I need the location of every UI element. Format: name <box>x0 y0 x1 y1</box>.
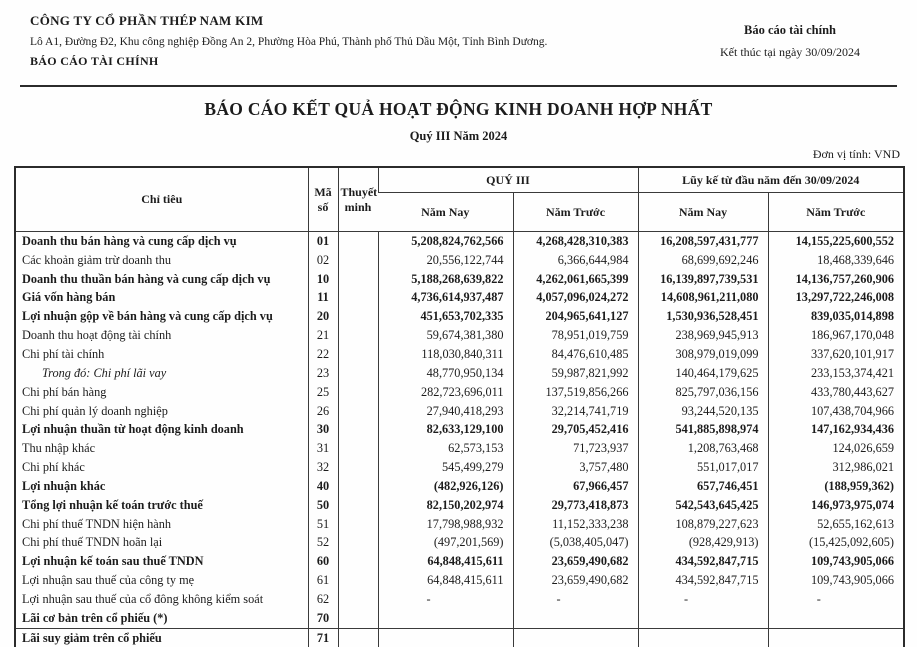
row-code: 61 <box>308 571 338 590</box>
value-ytd-current: 308,979,019,099 <box>638 345 768 364</box>
period-end-label: Kết thúc tại ngày 30/09/2024 <box>720 45 860 59</box>
value-ytd-current: 1,208,763,468 <box>638 439 768 458</box>
row-note <box>338 270 378 289</box>
value-ytd-prior: 109,743,905,066 <box>768 571 904 590</box>
table-row <box>15 477 904 496</box>
row-code: 25 <box>308 383 338 402</box>
row-label: Chi phí khác <box>22 460 85 475</box>
table-row <box>15 383 904 402</box>
row-label: Lợi nhuận khác <box>22 478 106 493</box>
row-code: 02 <box>308 251 338 270</box>
value-ytd-prior: 124,026,659 <box>768 439 904 458</box>
row-note <box>338 458 378 477</box>
value-ytd-prior <box>768 628 904 647</box>
value-q3-prior: 6,366,644,984 <box>513 251 638 270</box>
value-q3-current <box>378 609 513 628</box>
header-group-quy-3: QUÝ III <box>378 167 638 193</box>
row-code: 60 <box>308 552 338 571</box>
row-label: Lợi nhuận thuần từ hoạt động kinh doanh <box>22 422 244 437</box>
value-ytd-current: 541,885,898,974 <box>638 420 768 439</box>
row-code: 71 <box>308 628 338 647</box>
row-note <box>338 477 378 496</box>
income-statement-table-wrap <box>14 166 905 647</box>
row-code: 30 <box>308 420 338 439</box>
table-row <box>15 251 904 270</box>
value-q3-current: 545,499,279 <box>378 458 513 477</box>
value-ytd-prior: 186,967,170,048 <box>768 326 904 345</box>
row-note <box>338 609 378 628</box>
value-ytd-prior: - <box>768 590 904 609</box>
value-ytd-current: 108,879,227,623 <box>638 515 768 534</box>
row-code: 70 <box>308 609 338 628</box>
value-ytd-prior: 13,297,722,246,008 <box>768 289 904 308</box>
table-row <box>15 571 904 590</box>
value-q3-prior <box>513 609 638 628</box>
value-ytd-prior: 147,162,934,436 <box>768 420 904 439</box>
row-label: Doanh thu hoạt động tài chính <box>22 328 172 343</box>
value-ytd-prior: 146,973,975,074 <box>768 496 904 515</box>
document-kind-label: BÁO CÁO TÀI CHÍNH <box>30 54 159 68</box>
value-q3-current: 82,633,129,100 <box>378 420 513 439</box>
table-row <box>15 307 904 326</box>
value-q3-current: 5,188,268,639,822 <box>378 270 513 289</box>
table-row <box>15 439 904 458</box>
value-ytd-current: 657,746,451 <box>638 477 768 496</box>
value-ytd-current: 140,464,179,625 <box>638 364 768 383</box>
value-q3-current: (482,926,126) <box>378 477 513 496</box>
value-q3-prior: 59,987,821,992 <box>513 364 638 383</box>
currency-unit-label: Đơn vị tính: VND <box>812 147 900 161</box>
table-row <box>15 232 904 251</box>
value-ytd-prior <box>768 609 904 628</box>
value-q3-current: 59,674,381,380 <box>378 326 513 345</box>
row-note <box>338 571 378 590</box>
row-code: 11 <box>308 289 338 308</box>
row-code: 52 <box>308 534 338 553</box>
value-ytd-current: 551,017,017 <box>638 458 768 477</box>
value-q3-current: 27,940,418,293 <box>378 402 513 421</box>
table-row <box>15 326 904 345</box>
row-code: 40 <box>308 477 338 496</box>
row-note <box>338 552 378 571</box>
table-row <box>15 345 904 364</box>
row-code: 10 <box>308 270 338 289</box>
row-label: Giá vốn hàng bán <box>22 290 116 305</box>
row-label: Thu nhập khác <box>22 441 96 456</box>
row-note <box>338 515 378 534</box>
value-ytd-current: 16,139,897,739,531 <box>638 270 768 289</box>
row-label: Chi phí quản lý doanh nghiệp <box>22 403 168 418</box>
table-header <box>15 167 904 232</box>
value-q3-prior: 204,965,641,127 <box>513 307 638 326</box>
table-row <box>15 458 904 477</box>
row-label: Doanh thu bán hàng và cung cấp dịch vụ <box>22 233 237 248</box>
value-ytd-prior: 52,655,162,613 <box>768 515 904 534</box>
value-q3-prior: (5,038,405,047) <box>513 534 638 553</box>
row-note <box>338 289 378 308</box>
row-label: Chi phí thuế TNDN hoãn lại <box>22 535 163 550</box>
value-ytd-prior: 337,620,101,917 <box>768 345 904 364</box>
row-note <box>338 628 378 647</box>
row-note <box>338 364 378 383</box>
value-ytd-prior: (15,425,092,605) <box>768 534 904 553</box>
row-note <box>338 307 378 326</box>
value-ytd-current: - <box>638 590 768 609</box>
value-q3-current: 64,848,415,611 <box>378 552 513 571</box>
value-ytd-prior: 109,743,905,066 <box>768 552 904 571</box>
row-label: Lãi suy giảm trên cổ phiếu <box>15 628 308 647</box>
row-label: Lợi nhuận kế toán sau thuế TNDN <box>22 554 204 569</box>
value-ytd-current: 542,543,645,425 <box>638 496 768 515</box>
value-ytd-current <box>638 628 768 647</box>
value-q3-prior: 137,519,856,266 <box>513 383 638 402</box>
row-note <box>338 345 378 364</box>
row-code: 62 <box>308 590 338 609</box>
value-ytd-prior: 233,153,374,421 <box>768 364 904 383</box>
row-note <box>338 326 378 345</box>
table-row <box>15 289 904 308</box>
value-ytd-current: (928,429,913) <box>638 534 768 553</box>
value-q3-current: 62,573,153 <box>378 439 513 458</box>
row-note <box>338 534 378 553</box>
row-note <box>338 232 378 251</box>
header-ma-so: Mã số <box>308 167 338 232</box>
value-ytd-prior: 312,986,021 <box>768 458 904 477</box>
value-q3-prior: 4,057,096,024,272 <box>513 289 638 308</box>
row-label: Các khoản giảm trừ doanh thu <box>22 252 172 267</box>
row-label: Chi phí tài chính <box>22 346 105 361</box>
row-label: Doanh thu thuần bán hàng và cung cấp dịch vụ <box>22 271 271 286</box>
value-ytd-prior: 14,136,757,260,906 <box>768 270 904 289</box>
value-q3-prior: 67,966,457 <box>513 477 638 496</box>
table-row <box>15 590 904 609</box>
header-thuyet-minh: Thuyết minh <box>338 167 378 232</box>
row-code: 23 <box>308 364 338 383</box>
value-q3-prior: 4,268,428,310,383 <box>513 232 638 251</box>
value-q3-current: 48,770,950,134 <box>378 364 513 383</box>
value-ytd-current: 93,244,520,135 <box>638 402 768 421</box>
table-row <box>15 534 904 553</box>
row-note <box>338 402 378 421</box>
row-code: 21 <box>308 326 338 345</box>
value-q3-prior: 32,214,741,719 <box>513 402 638 421</box>
row-label: Chi phí bán hàng <box>22 384 107 399</box>
value-ytd-prior: 18,468,339,646 <box>768 251 904 270</box>
value-ytd-current: 434,592,847,715 <box>638 571 768 590</box>
income-statement-table <box>14 166 905 647</box>
header-ytd-nam-nay: Năm Nay <box>638 193 768 232</box>
header-q3-nam-nay: Năm Nay <box>378 193 513 232</box>
row-code: 51 <box>308 515 338 534</box>
value-ytd-current: 14,608,961,211,080 <box>638 289 768 308</box>
row-label: Lợi nhuận sau thuế của cổ đông không kiểm soát <box>22 591 264 606</box>
row-label: Lợi nhuận gộp về bán hàng và cung cấp dịch vụ <box>22 309 273 324</box>
header-q3-nam-truoc: Năm Trước <box>513 193 638 232</box>
company-name: CÔNG TY CỔ PHẦN THÉP NAM KIM <box>30 13 264 28</box>
letterhead-left <box>30 13 547 69</box>
value-ytd-prior: 839,035,014,898 <box>768 307 904 326</box>
row-label: Tổng lợi nhuận kế toán trước thuế <box>22 497 203 512</box>
value-q3-prior <box>513 628 638 647</box>
value-q3-prior: - <box>513 590 638 609</box>
row-label: Trong đó: Chi phí lãi vay <box>42 365 167 380</box>
row-label: Lợi nhuận sau thuế của công ty mẹ <box>22 573 195 588</box>
row-label: Lãi cơ bản trên cổ phiếu (*) <box>22 610 168 625</box>
table-row <box>15 515 904 534</box>
value-ytd-prior: 107,438,704,966 <box>768 402 904 421</box>
value-q3-prior: 23,659,490,682 <box>513 552 638 571</box>
row-code: 50 <box>308 496 338 515</box>
value-q3-current: 282,723,696,011 <box>378 383 513 402</box>
value-q3-prior: 71,723,937 <box>513 439 638 458</box>
value-q3-current: 20,556,122,744 <box>378 251 513 270</box>
value-q3-current: 118,030,840,311 <box>378 345 513 364</box>
header-chi-tieu: Chỉ tiêu <box>141 192 183 206</box>
value-q3-current: - <box>378 590 513 609</box>
table-row <box>15 628 904 647</box>
table-row <box>15 364 904 383</box>
value-q3-current: 4,736,614,937,487 <box>378 289 513 308</box>
row-note <box>338 383 378 402</box>
row-code: 31 <box>308 439 338 458</box>
value-ytd-prior: 14,155,225,600,552 <box>768 232 904 251</box>
row-code: 01 <box>308 232 338 251</box>
row-code: 26 <box>308 402 338 421</box>
header-divider <box>20 85 897 87</box>
value-q3-prior: 3,757,480 <box>513 458 638 477</box>
report-title: BÁO CÁO KẾT QUẢ HOẠT ĐỘNG KINH DOANH HỢP NHẤT <box>204 99 713 119</box>
value-q3-current: 451,653,702,335 <box>378 307 513 326</box>
row-code: 22 <box>308 345 338 364</box>
row-note <box>338 590 378 609</box>
row-note <box>338 496 378 515</box>
row-code: 20 <box>308 307 338 326</box>
value-q3-current: (497,201,569) <box>378 534 513 553</box>
value-q3-prior: 29,705,452,416 <box>513 420 638 439</box>
value-ytd-current: 1,530,936,528,451 <box>638 307 768 326</box>
value-ytd-current: 68,699,692,246 <box>638 251 768 270</box>
value-q3-prior: 11,152,333,238 <box>513 515 638 534</box>
value-ytd-current: 238,969,945,913 <box>638 326 768 345</box>
row-note <box>338 439 378 458</box>
value-ytd-current: 434,592,847,715 <box>638 552 768 571</box>
row-label: Chi phí thuế TNDN hiện hành <box>22 516 172 531</box>
table-body <box>15 232 904 647</box>
row-code: 32 <box>308 458 338 477</box>
table-row <box>15 496 904 515</box>
table-row <box>15 402 904 421</box>
value-q3-prior: 4,262,061,665,399 <box>513 270 638 289</box>
value-q3-current: 5,208,824,762,566 <box>378 232 513 251</box>
value-ytd-prior: (188,959,362) <box>768 477 904 496</box>
table-row <box>15 270 904 289</box>
value-ytd-prior: 433,780,443,627 <box>768 383 904 402</box>
row-note <box>338 251 378 270</box>
letterhead <box>30 13 895 69</box>
row-note <box>338 420 378 439</box>
value-ytd-current: 825,797,036,156 <box>638 383 768 402</box>
report-type-label: Báo cáo tài chính <box>743 23 837 37</box>
value-ytd-current <box>638 609 768 628</box>
value-q3-current <box>378 628 513 647</box>
value-q3-current: 82,150,202,974 <box>378 496 513 515</box>
value-q3-prior: 23,659,490,682 <box>513 571 638 590</box>
header-ytd-nam-truoc: Năm Trước <box>768 193 904 232</box>
report-subtitle: Quý III Năm 2024 <box>409 129 508 143</box>
table-row <box>15 609 904 628</box>
table-row <box>15 420 904 439</box>
value-q3-current: 64,848,415,611 <box>378 571 513 590</box>
value-ytd-current: 16,208,597,431,777 <box>638 232 768 251</box>
table-row <box>15 552 904 571</box>
header-group-luy-ke: Lũy kế từ đầu năm đến 30/09/2024 <box>638 167 904 193</box>
letterhead-right <box>685 13 895 69</box>
value-q3-prior: 84,476,610,485 <box>513 345 638 364</box>
value-q3-prior: 78,951,019,759 <box>513 326 638 345</box>
value-q3-current: 17,798,988,932 <box>378 515 513 534</box>
value-q3-prior: 29,773,418,873 <box>513 496 638 515</box>
company-address: Lô A1, Đường Đ2, Khu công nghiệp Đồng An 2, Phường Hòa Phú, Thành phố Thủ Dầu Một, Tỉnh Bình Dương. <box>30 36 548 48</box>
